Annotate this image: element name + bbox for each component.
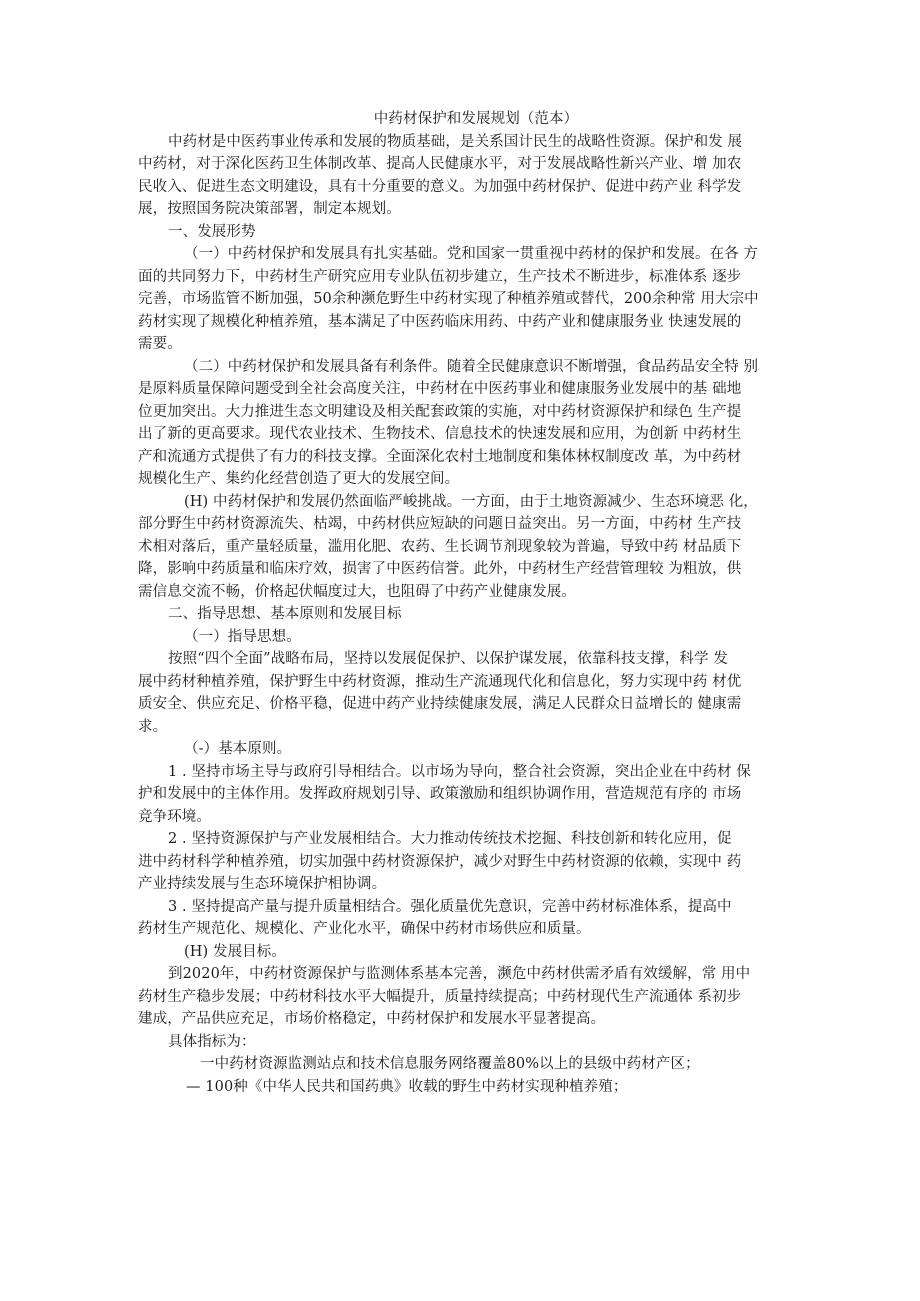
text-line: 出了新的更高要求。现代农业技术、生物技术、信息技术的快速发展和应用，为创新 中药材生 [138,426,742,442]
text-line: 中药材是中医药事业传承和发展的物质基础，是关系国计民生的战略性资源。保护和发 展 [168,133,743,150]
text-line: 是原料质量保障问题受到全社会高度关注，中药材在中医药事业和健康服务业发展中的基 础地 [138,381,742,397]
text-line: 展，按照国务院决策部署，制定本规划。 [138,201,401,217]
document-page [138,108,788,1098]
text-line: 一中药材资源监测站点和技术信息服务网络覆盖80%以上的县级中药材产区； [200,1056,700,1072]
text-line: 位更加突出。大力推进生态文明建设及相关配套政策的实施，对中药材资源保护和绿色 生产提 [138,403,742,420]
text-line: 进中药材科学种植养殖，切实加强中药材资源保护，减少对野生中药材资源的依赖，实现中 药 [138,853,742,870]
text-line: (H) 中药材保护和发展仍然面临严峻挑战。一方面，由于土地资源减少、生态环境恶 化， [184,493,758,510]
text-line: （一）指导思想。 [184,628,301,645]
text-line: 药材实现了规模化种植养殖，基本满足了中医药临床用药、中药产业和健康服务业 快速发展的 [138,313,742,330]
text-line: 规模化生产、集约化经营创造了更大的发展空间。 [138,471,460,487]
text-line: 具体指标为： [168,1033,256,1050]
text-line: 需信息交流不畅，价格起伏幅度过大，也阻碍了中药产业健康发展。 [138,583,576,600]
text-line: 护和发展中的主体作用。发挥政府规划引导、政策激励和组织协调作用，营造规范有序的 市场 [138,786,742,802]
text-line: （一）中药材保护和发展具有扎实基础。党和国家一贯重视中药材的保护和发展。在各 方 [184,246,759,262]
text-line: 降，影响中药质量和临床疗效，损害了中医药信誉。此外，中药材生产经营管理较 为粗放，供 [138,561,742,577]
document-title: 中药材保护和发展规划（范本） [373,111,579,127]
text-line: 3 . 坚持提高产量与提升质量相结合。强化质量优先意识，完善中药材标准体系，提高中 [168,898,732,915]
text-line: 术相对落后，重产量轻质量，滥用化肥、农药、生长调节剂现象较为普遍，导致中药 材品质下 [138,538,742,555]
text-line: 中药材，对于深化医药卫生体制改革、提高人民健康水平，对于发展战略性新兴产业、增 加农 [138,156,742,172]
text-line: 部分野生中药材资源流失、枯竭，中药材供应短缺的问题日益突出。另一方面，中药材 生产技 [138,516,742,532]
text-line: 产业持续发展与生态环境保护相协调。 [138,876,387,892]
text-line: （-）基本原则。 [184,741,292,757]
text-line: 质安全、供应充足、价格平稳，促进中药产业持续健康发展，满足人民群众日益增长的 健康需 [138,696,742,712]
text-line: 完善，市场监管不断加强，50余种濒危野生中药材实现了种植养殖或替代，200余种常 用大宗中 [138,291,759,307]
text-line: （二）中药材保护和发展具备有利条件。随着全民健康意识不断增强，食品药品安全特 别 [184,358,759,375]
text-line: (H) 发展目标。 [184,943,286,960]
text-line: 民收入、促进生态文明建设，具有十分重要的意义。为加强中药材保护、促进中药产业 科学发 [138,178,742,195]
text-line: 按照“四个全面”战略布局，坚持以发展促保护、以保护谋发展，依靠科技支撑，科学 发 [168,651,728,667]
text-line: 一、发展形势 [168,223,256,240]
text-line: 产和流通方式提供了有力的科技支撑。全面深化农村土地制度和集体林权制度改 革，为中药材 [138,448,742,465]
text-line: 到2020年，中药材资源保护与监测体系基本完善，濒危中药材供需矛盾有效缓解，常 用中 [168,966,751,982]
text-line: 1 . 坚持市场主导与政府引导相结合。以市场为导向，整合社会资源，突出企业在中药材 保 [168,763,751,780]
text-line: 药材生产规范化、规模化、产业化水平，确保中药材市场供应和质量。 [138,921,591,937]
text-line: 展中药材种植养殖，保护野生中药材资源，推动生产流通现代化和信息化，努力实现中药 材优 [138,673,742,690]
text-line: 建成，产品供应充足，市场价格稳定，中药材保护和发展水平显著提高。 [138,1011,606,1027]
text-line: 竞争环境。 [138,808,211,825]
document-body [138,131,788,1099]
text-line: 药材生产稳步发展；中药材科技水平大幅提升，质量持续提高；中药材现代生产流通体 系初步 [138,988,742,1005]
text-line: — 100种《中华人民共和国药典》收载的野生中药材实现种植养殖； [186,1078,628,1095]
text-line: 需要。 [138,336,182,352]
text-line: 面的共同努力下，中药材生产研究应用专业队伍初步建立，生产技术不断进步，标准体系 逐步 [138,268,742,285]
text-line: 求。 [138,718,168,735]
text-line: 2 . 坚持资源保护与产业发展相结合。大力推动传统技术挖掘、科技创新和转化应用，促 [168,831,732,847]
text-line: 二、指导思想、基本原则和发展目标 [168,606,402,622]
